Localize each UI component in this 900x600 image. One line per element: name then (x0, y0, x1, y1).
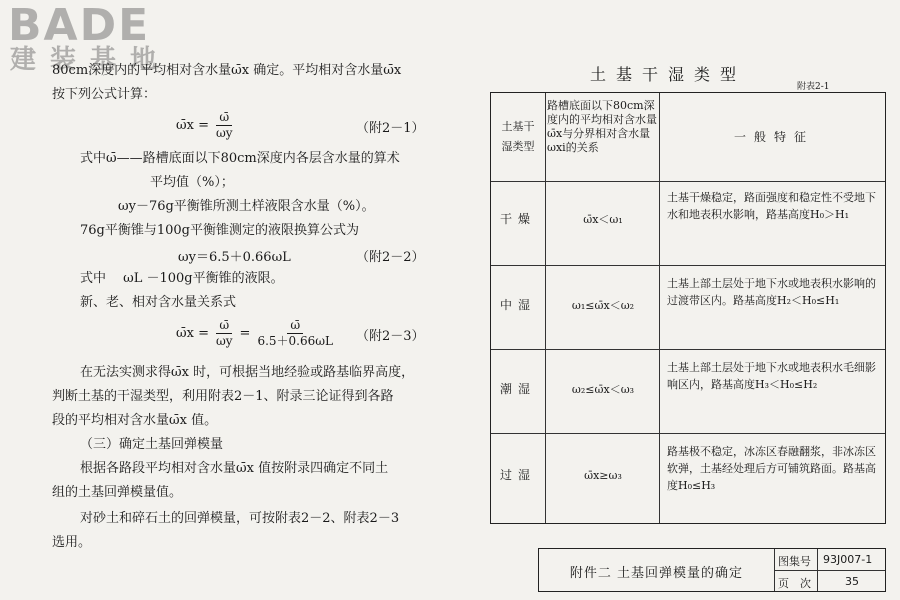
table-title: 土基干湿类型 (590, 65, 747, 84)
watermark-subtitle: 建装基地 (10, 45, 171, 75)
text-line: 对砂土和碎石土的回弹模量，可按附表2－2、附表2－3 (80, 511, 400, 526)
fraction-numerator: ω̄ (216, 318, 232, 334)
title-block-divider (774, 570, 885, 571)
table-row-type: 潮湿 (499, 382, 536, 396)
text-line: 在无法实测求得ω̄x 时，可根据当地经验或路基临界高度， (80, 365, 415, 380)
title-block (538, 548, 886, 592)
table-divider (659, 93, 660, 523)
formula-2-1 (176, 110, 240, 141)
text-line: 组的土基回弹模量值。 (52, 485, 183, 500)
table-row-description: 路基极不稳定，冰冻区春融翻浆，非冰冻区软弹，土基经处理后方可铺筑路面。路基高度H₀≤H₃ (667, 445, 876, 492)
page-number: 35 (845, 575, 859, 588)
atlas-number: 93J007-1 (823, 553, 873, 566)
table-row-type: 干燥 (499, 212, 536, 226)
text-line: ωy－76g平衡锥所测土样液限含水量（%）。 (118, 199, 375, 214)
table-row-description: 土基干燥稳定，路面强度和稳定性不受地下水和地表积水影响，路基高度H₀＞H₁ (667, 191, 876, 221)
table-row-condition: ω₁≤ω̄x＜ω₂ (571, 299, 635, 312)
table-row-condition: ω̄x＜ω₁ (583, 213, 623, 226)
text-line: 选用。 (52, 535, 92, 550)
atlas-label: 图集号 (778, 555, 811, 568)
text-line: 根据各路段平均相对含水量ω̄x 值按附录四确定不同土 (80, 461, 389, 476)
table-divider (491, 433, 885, 434)
fraction-numerator: ω̄ (287, 318, 303, 334)
fraction-denominator: ωy (215, 126, 233, 140)
table-reference: 附表2-1 (797, 82, 830, 92)
table-divider (491, 265, 885, 266)
table-row-description: 土基上部土层处于地下水或地表积水影响的过渡带区内。路基高度H₂＜H₀≤H₁ (667, 277, 876, 307)
fraction (213, 318, 236, 349)
table-divider (545, 93, 546, 523)
fraction-denominator: ωy (215, 334, 233, 348)
header-type (491, 93, 545, 181)
table-row-condition: ω₂≤ω̄x＜ω₃ (571, 383, 635, 396)
formula-2-2: ωy＝6.5＋0.66ωL (178, 250, 291, 265)
table-row-type: 中湿 (499, 298, 536, 312)
text-line: 80cm深度内的平均相对含水量ω̄x 确定。平均相对含水量ω̄x (52, 63, 402, 78)
table-row-type: 过湿 (499, 468, 536, 482)
watermark-logo: BADE (8, 0, 151, 51)
table-row-condition: ω̄x≥ω₃ (584, 469, 622, 482)
text-line: 式中ω̄——路槽底面以下80cm深度内各层含水量的算术 (80, 151, 400, 166)
header-relation: 路槽底面以下80cm深度内的平均相对含水量ω̄x与分界相对含水量ωxi的关系 (547, 99, 657, 154)
header-type-line2: 湿类型 (501, 140, 535, 153)
table-divider (491, 349, 885, 350)
fraction (254, 318, 336, 349)
formula-2-3 (176, 318, 340, 349)
text-line: 判断土基的干湿类型，利用附表2－1、附录三论证得到各路 (52, 389, 394, 404)
text-line: 按下列公式计算： (52, 87, 157, 102)
moisture-type-table (490, 92, 886, 524)
equals-sign: = (239, 326, 251, 341)
formula-lhs: ω̄x = (176, 118, 209, 133)
text-line: 新、老、相对含水量关系式 (80, 295, 237, 310)
text-line: 76g平衡锥与100g平衡锥测定的液限换算公式为 (80, 223, 359, 238)
table-divider (491, 181, 885, 182)
fraction-denominator: 6.5＋0.66ωL (257, 334, 334, 348)
header-features: 一般特征 (733, 129, 814, 144)
page-label: 页 次 (778, 577, 811, 590)
fraction-numerator: ω̄ (216, 110, 232, 126)
text-line: 平均值（%）； (150, 175, 234, 190)
fraction (213, 110, 236, 141)
drawing-title: 附件二 土基回弹模量的确定 (569, 565, 744, 581)
text-line: 段的平均相对含水量ω̄x 值。 (52, 413, 218, 428)
text-line: 式中 ωL －100g平衡锥的液限。 (80, 271, 284, 286)
formula-lhs: ω̄x = (176, 326, 209, 341)
header-type-line1: 土基干 (501, 120, 535, 133)
table-row-description: 土基上部土层处于地下水或地表积水毛细影响区内，路基高度H₃＜H₀≤H₂ (667, 361, 876, 391)
equation-number: （附2－2） (356, 250, 425, 265)
equation-number: （附2－1） (356, 121, 425, 136)
equation-number: （附2－3） (356, 329, 425, 344)
section-heading: （三）确定土基回弹模量 (80, 437, 224, 452)
